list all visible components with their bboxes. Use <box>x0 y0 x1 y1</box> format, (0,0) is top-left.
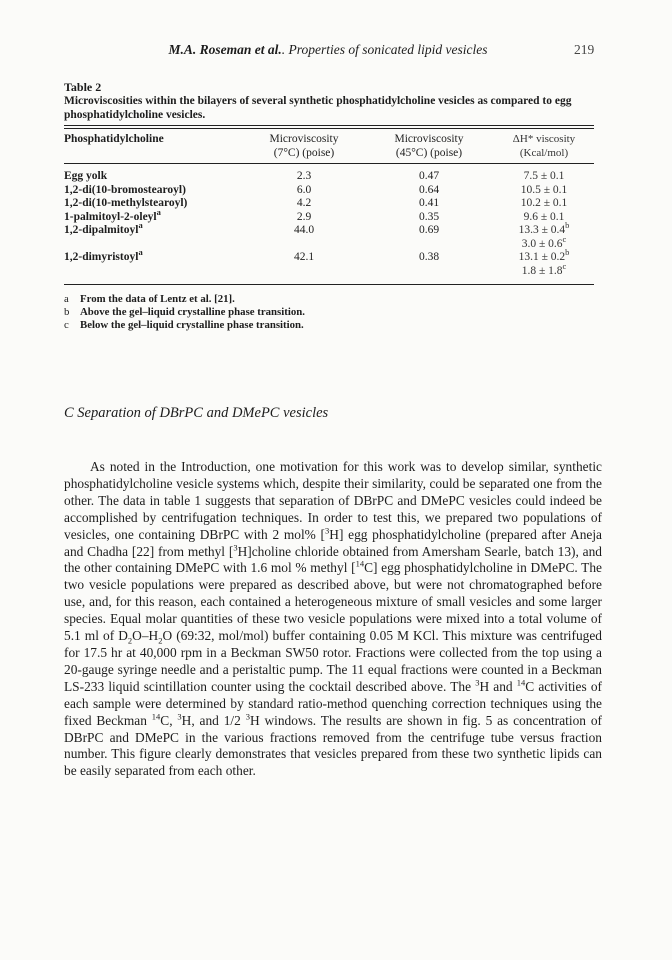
row-dh-value: 9.6 ± 0.1 <box>523 210 565 223</box>
isotope-sup: 3 <box>177 711 182 722</box>
row-mv45: 0.38 <box>418 251 440 263</box>
row-dh-value: 13.1 ± 0.2 <box>518 251 566 263</box>
isotope-sup: 14 <box>151 711 161 722</box>
row-dh <box>494 220 594 251</box>
table-row <box>64 251 594 278</box>
col-header-dh <box>494 132 594 160</box>
row-dh-footnote-mark: b <box>565 247 570 258</box>
table-body <box>64 160 594 278</box>
row-dh-value-2: 3.0 ± 0.6 <box>521 237 563 250</box>
footnote <box>64 306 594 319</box>
table-caption: Microviscosities within the bilayers of several synthetic phosphatidylcholine vesicles as compared to egg phosphatidylcholine vesicles. <box>64 95 572 121</box>
row-dh-value: 7.5 ± 0.1 <box>523 170 565 182</box>
para-run-4: C] egg phosphatidylcholine in DMePC. The two vesicle populations were prepared as described above, but were not chromatographed before use, and, for this reason, each contained a heterogeneous mixture of small vesicles and some larger species. Equal molar quantities of these two vesicle populations were mixed into a total volume of 5.1 ml of D <box>64 560 602 644</box>
col-header-dh-l2: (Kcal/mol) <box>519 147 569 159</box>
data-table <box>64 132 594 278</box>
row-name <box>64 170 244 184</box>
running-head-sep: . <box>281 42 289 57</box>
isotope-sup: 3 <box>233 542 238 553</box>
col-header-dh-l1: ΔH* viscosity <box>512 133 576 145</box>
row-dh-footnote-mark: b <box>565 220 570 231</box>
table-footnotes <box>64 293 594 332</box>
row-name <box>64 197 244 211</box>
table-row <box>64 224 594 251</box>
isotope-sup: 14 <box>516 677 526 688</box>
formula-sub: 2 <box>158 635 163 646</box>
row-dh-footnote-mark-2: c <box>562 260 567 271</box>
formula-sub: 2 <box>127 635 133 646</box>
row-name-text: 1,2-di(10-bromostearoyl) <box>64 183 186 196</box>
row-mv7: 2.9 <box>296 210 312 223</box>
footnote-text: From the data of Lentz et al. [21]. <box>80 293 235 305</box>
running-head <box>158 42 498 58</box>
row-name-footnote-mark: a <box>138 220 143 231</box>
body-paragraph <box>64 459 602 780</box>
para-run-10: H, and 1/2 <box>181 712 246 728</box>
col-header-name <box>64 132 244 160</box>
row-name-footnote-mark: a <box>138 247 143 258</box>
footnote-mark: a <box>64 293 69 305</box>
para-run-11: H windows. The results are shown in fig. 5 as concentration of DBrPC and DMePC in the various fractions removed from the centrifuge tube versus fraction number. This figure clearly demonstrates that vesicles prepared from these two synthetic lipids can be easily separated from each other. <box>64 712 602 779</box>
para-run-5: O–H <box>132 628 159 644</box>
row-mv7: 42.1 <box>293 251 315 263</box>
isotope-sup: 3 <box>325 525 330 536</box>
col-header-mv7-l1: Microviscosity <box>269 133 339 145</box>
row-dh-value: 13.3 ± 0.4 <box>518 224 566 236</box>
section-heading: C Separation of DBrPC and DMePC vesicles <box>64 405 329 421</box>
row-name <box>64 247 244 278</box>
isotope-sup: 3 <box>245 711 250 722</box>
para-run-6: O (69:32, mol/mol) buffer containing 0.05 M KCl. This mixture was centrifuged for 17.5 hr at 40,000 rpm in a Beckman SW50 rotor. Fractions were collected from the top using a 20-gauge syringe needle and a peristaltic pump. The 11 equal fractions were counted in a Beckman LS-233 liquid scintillation counter using the cocktail described above. The <box>64 628 602 694</box>
para-run-9: C, <box>160 712 178 728</box>
table-row <box>64 197 594 211</box>
table-top-rule-2 <box>64 128 594 129</box>
footnote <box>64 293 594 306</box>
footnote-mark: c <box>64 319 69 331</box>
row-mv7: 4.2 <box>296 197 312 209</box>
page-number: 219 <box>574 42 595 57</box>
row-mv45: 0.41 <box>418 197 440 209</box>
row-dh <box>494 197 594 211</box>
row-name-text: 1-palmitoyl-2-oleyl <box>64 210 157 223</box>
row-name-text: 1,2-di(10-methylstearoyl) <box>64 197 188 209</box>
footnote-text: Below the gel–liquid crystalline phase transition. <box>80 319 304 331</box>
col-header-name-text: Phosphatidylcholine <box>64 133 164 145</box>
row-name-text: 1,2-dipalmitoyl <box>64 224 139 236</box>
col-header-mv7-l2: (7°C) (poise) <box>273 147 335 159</box>
table-top-rule <box>64 125 594 126</box>
row-dh <box>494 184 594 198</box>
table-label: Table 2 <box>64 80 102 94</box>
table-row <box>64 170 594 184</box>
para-run-8: C activities of each sample were determined by standard ratio-method quenching correction techniques using the fixed Beckman <box>64 678 602 728</box>
row-dh-value: 10.5 ± 0.1 <box>520 183 568 196</box>
para-run-2: H] egg phosphatidylcholine (prepared after Aneja and Chadha [22] from methyl [ <box>64 526 602 559</box>
row-dh-value: 10.2 ± 0.1 <box>520 197 568 209</box>
table-bottom-rule <box>64 284 594 285</box>
footnote-text: Above the gel–liquid crystalline phase transition. <box>80 306 305 318</box>
row-mv45: 0.64 <box>418 183 440 196</box>
isotope-sup: 14 <box>355 558 365 569</box>
table-row <box>64 211 594 225</box>
col-header-mv45 <box>364 132 494 160</box>
row-name-text: Egg yolk <box>64 170 108 182</box>
table-2 <box>64 80 594 332</box>
row-dh <box>494 211 594 225</box>
row-name-footnote-mark: a <box>156 206 161 217</box>
row-mv45: 0.47 <box>418 170 440 182</box>
table-row <box>64 184 594 198</box>
row-dh-value-2: 1.8 ± 1.8 <box>521 264 563 277</box>
row-name <box>64 220 244 251</box>
isotope-sup: 3 <box>475 677 480 688</box>
row-dh <box>494 247 594 278</box>
para-run-3: H]choline chloride obtained from Amersham Searle, batch 13), and the other containing DMePC with 1.6 mol % methyl [ <box>64 543 602 576</box>
para-run-1: As noted in the Introduction, one motivation for this work was to develop similar, synthetic phosphatidylcholine vesicle systems which, despite their similarity, could be separated one from the other. The data in table 1 suggests that separation of DBrPC and DMePC vesicles could indeed be accomplished by centrifugation techniques. In order to test this, we prepared two populations of vesicles, one containing DBrPC with 2 mol% [ <box>64 459 602 542</box>
row-mv45: 0.35 <box>418 210 440 223</box>
col-header-mv45-l1: Microviscosity <box>394 133 464 145</box>
para-run-7: H and <box>479 678 517 694</box>
row-mv7: 6.0 <box>296 183 312 196</box>
footnote <box>64 319 594 332</box>
footnote-mark: b <box>64 306 70 318</box>
row-mv45: 0.69 <box>418 224 440 236</box>
col-header-mv7 <box>244 132 364 160</box>
row-mv7: 44.0 <box>293 224 315 236</box>
row-name-text: 1,2-dimyristoyl <box>64 251 139 263</box>
row-dh <box>494 170 594 184</box>
row-name <box>64 184 244 198</box>
row-name <box>64 206 244 225</box>
table-header-row <box>64 132 594 160</box>
running-head-authors: M.A. Roseman et al. <box>168 42 282 57</box>
row-dh-footnote-mark-2: c <box>562 233 567 244</box>
col-header-mv45-l2: (45°C) (poise) <box>395 147 463 159</box>
running-head-title: Properties of sonicated lipid vesicles <box>288 42 488 57</box>
row-mv7: 2.3 <box>296 170 312 182</box>
table-header-rule <box>64 163 594 164</box>
